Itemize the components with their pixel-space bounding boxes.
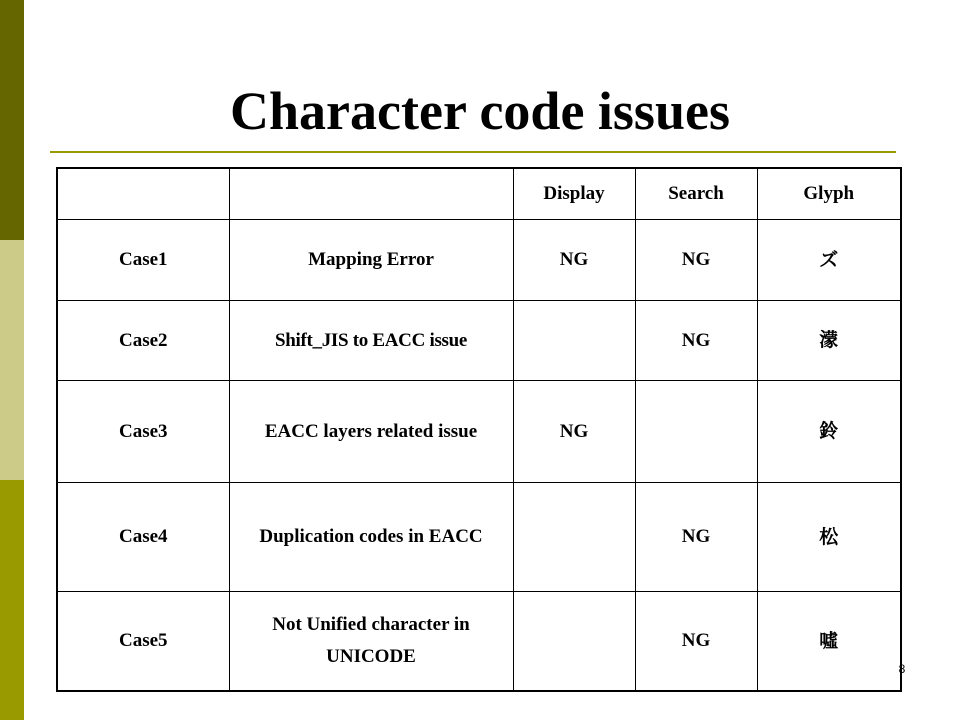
table-row [57, 483, 901, 592]
table-row [57, 381, 901, 483]
display-cell: NG [513, 381, 635, 483]
case-cell: Case1 [57, 220, 229, 301]
table-row [57, 592, 901, 692]
header-cell-display: Display [513, 168, 635, 220]
issues-table [56, 167, 902, 692]
search-cell: NG [635, 483, 757, 592]
sidebar-segment-bottom [0, 480, 24, 720]
table-header-row [57, 168, 901, 220]
header-cell-issue [229, 168, 513, 220]
header-cell-search: Search [635, 168, 757, 220]
glyph-cell: 鈴 [757, 381, 901, 483]
case-cell: Case5 [57, 592, 229, 692]
display-cell [513, 483, 635, 592]
page-number: 8 [898, 662, 906, 676]
slide-title: Character code issues [230, 81, 730, 141]
title-underline-rule [50, 151, 896, 153]
issue-cell: Not Unified character in UNICODE [229, 592, 513, 692]
issue-cell: EACC layers related issue [229, 381, 513, 483]
table-row [57, 220, 901, 301]
glyph-cell: 濛 [757, 301, 901, 381]
issue-cell: Mapping Error [229, 220, 513, 301]
display-cell: NG [513, 220, 635, 301]
sidebar-segment-middle [0, 240, 24, 480]
sidebar-segment-top [0, 0, 24, 240]
display-cell [513, 301, 635, 381]
glyph-cell: 松 [757, 483, 901, 592]
header-cell-case [57, 168, 229, 220]
case-cell: Case4 [57, 483, 229, 592]
table-row [57, 301, 901, 381]
case-cell: Case3 [57, 381, 229, 483]
search-cell: NG [635, 301, 757, 381]
header-cell-glyph: Glyph [757, 168, 901, 220]
search-cell: NG [635, 220, 757, 301]
search-cell [635, 381, 757, 483]
issue-cell: Duplication codes in EACC [229, 483, 513, 592]
issue-cell: Shift_JIS to EACC issue [229, 301, 513, 381]
search-cell: NG [635, 592, 757, 692]
display-cell [513, 592, 635, 692]
glyph-cell: 噓 [757, 592, 901, 692]
case-cell: Case2 [57, 301, 229, 381]
sidebar-decoration [0, 0, 24, 720]
glyph-cell: ズ [757, 220, 901, 301]
